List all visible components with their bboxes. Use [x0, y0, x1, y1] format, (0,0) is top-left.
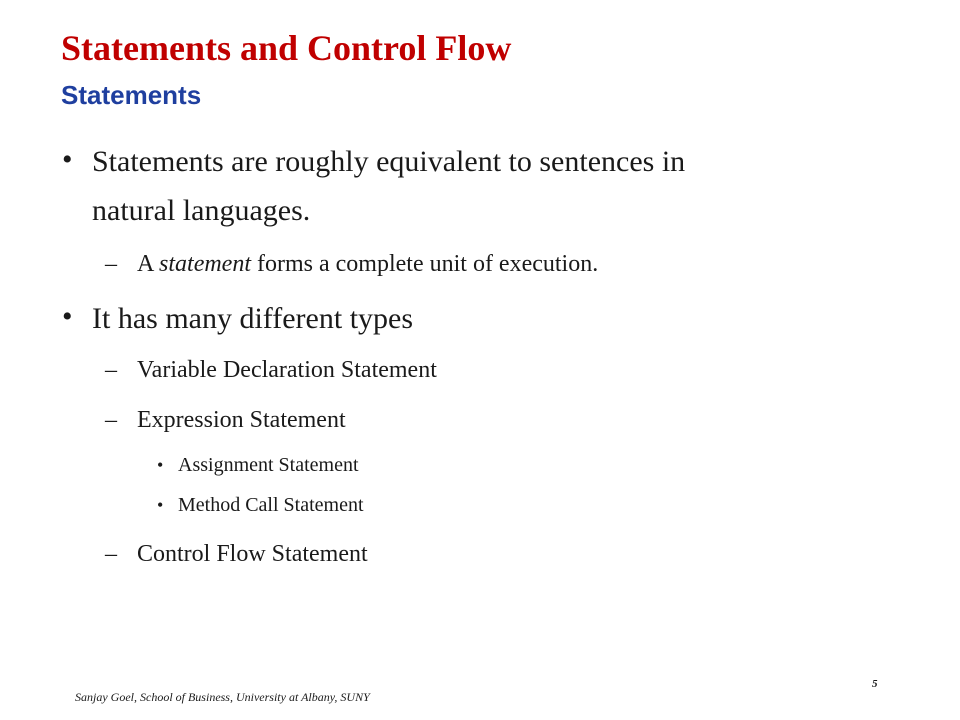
sub-1-suffix: forms a complete unit of execution. — [251, 251, 599, 277]
small-bullet-marker: • — [157, 455, 164, 475]
bullet-2-sub-1: Variable Declaration Statement — [137, 357, 437, 383]
bullet-1-sub-1 — [137, 250, 598, 278]
slide-title: Statements and Control Flow — [61, 28, 512, 68]
dash-marker: – — [105, 541, 117, 567]
bullet-2-sub-2: Expression Statement — [137, 407, 346, 433]
slide-subtitle: Statements — [61, 80, 202, 110]
dash-marker: – — [105, 251, 117, 277]
bullet-2: It has many different types — [92, 302, 414, 335]
sub-1-emphasis: statement — [159, 251, 251, 277]
bullet-2-sub-2-item-2: Method Call Statement — [178, 494, 364, 516]
bullet-marker: • — [62, 300, 73, 333]
bullet-1-line-2: natural languages. — [92, 194, 311, 227]
dash-marker: – — [105, 407, 117, 433]
small-bullet-marker: • — [157, 495, 164, 515]
dash-marker: – — [105, 357, 117, 383]
bullet-2-sub-3: Control Flow Statement — [137, 541, 368, 567]
slide-footer: Sanjay Goel, School of Business, University at Albany, SUNY — [75, 690, 370, 704]
bullet-marker: • — [62, 143, 73, 176]
bullet-1-line-1: Statements are roughly equivalent to sentences in — [92, 145, 686, 178]
sub-1-prefix: A — [137, 251, 160, 277]
bullet-2-sub-2-item-1: Assignment Statement — [178, 454, 359, 476]
page-number: 5 — [872, 678, 878, 690]
